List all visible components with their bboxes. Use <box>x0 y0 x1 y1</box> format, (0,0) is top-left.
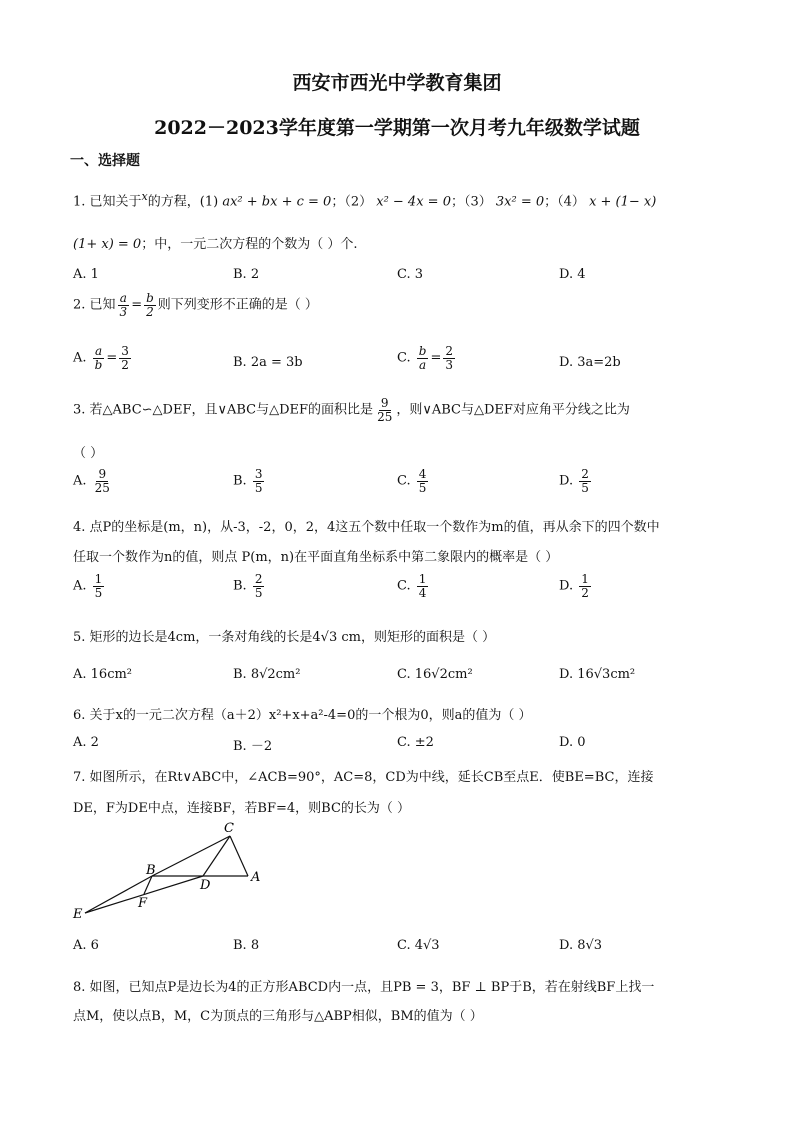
q2-f1-num: a <box>119 291 127 305</box>
label-b: B <box>146 863 156 878</box>
question-7-line-2: DE，F为DE中点，连接BF，若BF=4，则BC的长为（ ） <box>73 801 411 816</box>
q2-c-f1n: b <box>418 344 427 358</box>
q5-option-d: D. 16√3cm² <box>559 667 636 682</box>
section-heading: 一、选择题 <box>70 153 140 169</box>
question-4-line-2: 任取一个数作为n的值，则点 P(m，n)在平面直角坐标系中第二象限内的概率是（ ） <box>73 550 559 565</box>
q3-text-a: 3. 若△ABC∽△DEF，且∨ABC与△DEF的面积比是 <box>73 402 374 418</box>
q3-d-frac <box>579 468 591 494</box>
question-5: 5. 矩形的边长是4cm，一条对角线的长是4√3 cm，则矩形的面积是（ ） <box>73 630 496 645</box>
label-a: A <box>251 870 261 885</box>
q2-a-frac2 <box>119 345 131 371</box>
q2-fraction-b2 <box>144 292 156 318</box>
segment-cb <box>152 836 230 876</box>
q1-sep-3: ；（4） <box>544 194 585 210</box>
q3-c-label: C. <box>397 473 411 489</box>
q4-d-den: 2 <box>581 585 589 600</box>
q3-b-frac <box>253 468 265 494</box>
q3-option-c <box>397 468 430 494</box>
q1-option-b: B. 2 <box>233 267 260 282</box>
q3-text-b: ，则∨ABC与△DEF对应角平分线之比为 <box>396 402 630 418</box>
q2-f1-den: 3 <box>119 304 128 319</box>
q4-b-den: 5 <box>254 585 263 600</box>
q1-option-c: C. 3 <box>397 267 424 282</box>
q1-equation-3: 3x² = 0 <box>495 194 545 210</box>
q2-a-f2d: 2 <box>121 357 129 372</box>
q3-c-frac <box>417 468 429 494</box>
q1-text-c: ；中，一元二次方程的个数为（ ）个. <box>141 237 358 252</box>
segment-ca <box>230 836 248 876</box>
question-8-line-1: 8. 如图，已知点P是边长为4的正方形ABCD内一点，且PB = 3，BF ⊥ BP于B，若在射线BF上找一 <box>73 980 655 995</box>
q3-b-num: 3 <box>254 467 263 481</box>
q3-a-frac <box>93 468 112 494</box>
q3-option-a <box>73 468 114 494</box>
q2-a-f2n: 3 <box>121 344 129 358</box>
q5-option-b: B. 8√2cm² <box>233 667 301 682</box>
q3-b-den: 5 <box>254 480 263 495</box>
q2-c-f1d: a <box>419 357 427 372</box>
q6-option-c: C. ±2 <box>397 735 434 750</box>
q4-b-num: 2 <box>254 572 263 586</box>
q4-c-label: C. <box>397 578 411 594</box>
q7-option-a: A. 6 <box>73 938 99 953</box>
q3-option-d <box>559 468 593 494</box>
question-3 <box>73 397 630 423</box>
q7-geometry-figure <box>66 818 266 924</box>
q4-c-frac <box>417 573 429 599</box>
question-7-line-1: 7. 如图所示，在Rt∨ABC中，∠ACB=90°，AC=8，CD为中线，延长CB至点E．使BE=BC，连接 <box>73 770 654 785</box>
question-4-line-1: 4. 点P的坐标是(m，n)，从-3，-2，0，2，4这五个数中任取一个数作为m的值，再从余下的四个数中 <box>73 520 660 535</box>
q4-b-label: B. <box>233 578 247 594</box>
q4-b-frac <box>253 573 265 599</box>
q3-fraction <box>375 397 394 423</box>
q2-f2-num: b <box>146 291 154 305</box>
q5-option-c: C. 16√2cm² <box>397 667 473 682</box>
q2-option-c <box>397 345 457 371</box>
q2-c-label: C. <box>397 350 411 366</box>
q3-b-label: B. <box>233 473 247 489</box>
q3-f-num: 9 <box>380 396 389 410</box>
q1-sep-1: ；（2） <box>331 194 373 210</box>
q5-option-a: A. 16cm² <box>73 667 133 682</box>
q3-d-den: 5 <box>581 480 589 495</box>
q3-d-num: 2 <box>581 467 589 481</box>
q4-a-den: 5 <box>94 585 103 600</box>
q3-paren: （ ） <box>73 446 104 461</box>
q4-a-frac <box>93 573 105 599</box>
q4-c-den: 4 <box>418 585 427 600</box>
q1-text-b: 的方程，(1) <box>147 194 219 210</box>
q1-var-x: x <box>141 190 148 203</box>
q4-d-label: D. <box>559 578 574 594</box>
q6-option-a: A. 2 <box>73 735 99 750</box>
question-1-line-1 <box>73 190 656 209</box>
q2-c-frac2 <box>443 345 455 371</box>
segment-cd <box>203 836 230 876</box>
q1-option-a: A. 1 <box>73 267 99 282</box>
q2-f2-den: 2 <box>146 304 154 319</box>
label-f: F <box>138 896 148 911</box>
q4-option-d <box>559 573 593 599</box>
q6-option-d: D. 0 <box>559 735 586 750</box>
q1-option-d: D. 4 <box>559 267 586 282</box>
question-2 <box>73 292 318 318</box>
q4-d-frac <box>579 573 591 599</box>
q3-a-label: A. <box>73 473 87 489</box>
exam-title: 2022－2023学年度第一学期第一次月考九年级数学试题 <box>154 117 640 139</box>
q2-c-f2n: 2 <box>445 344 453 358</box>
label-c: C <box>224 821 234 836</box>
label-d: D <box>200 878 211 893</box>
q2-a-f1d: b <box>94 357 103 372</box>
question-6: 6. 关于x的一元二次方程（a＋2）x²+x+a²-4=0的一个根为0，则a的值为（ ） <box>73 708 532 723</box>
q2-c-frac1 <box>417 345 429 371</box>
question-8-line-2: 点M，使以点B，M，C为顶点的三角形与△ABP相似，BM的值为（ ） <box>73 1009 483 1024</box>
q4-option-b <box>233 573 266 599</box>
q7-option-d: D. 8√3 <box>559 938 603 953</box>
q2-a-frac1 <box>93 345 105 371</box>
q3-d-label: D. <box>559 473 574 489</box>
q1-equation-1: ax² + bx + c = 0 <box>222 194 332 210</box>
q1-equation-4a: x + (1− x) <box>589 194 657 210</box>
q4-d-num: 1 <box>581 572 589 586</box>
q2-a-eq: = <box>106 350 118 366</box>
exam-school-title: 西安市西光中学教育集团 <box>292 72 502 94</box>
q2-option-d: D. 3a=2b <box>559 355 621 370</box>
q2-text-a: 2. 已知 <box>73 297 116 313</box>
q2-c-eq: = <box>430 350 442 366</box>
q6-option-b: B. －2 <box>233 739 273 754</box>
q4-a-num: 1 <box>94 572 103 586</box>
q2-option-a <box>73 345 133 371</box>
q3-c-den: 5 <box>418 480 427 495</box>
q3-c-num: 4 <box>418 467 427 481</box>
q7-option-b: B. 8 <box>233 938 260 953</box>
q1-sep-2: ；（3） <box>450 194 492 210</box>
q4-option-a <box>73 573 106 599</box>
q2-a-f1n: a <box>94 344 103 358</box>
q1-equation-2: x² − 4x = 0 <box>376 194 451 210</box>
q7-option-c: C. 4√3 <box>397 938 440 953</box>
q2-a-label: A. <box>73 350 87 366</box>
q3-option-b <box>233 468 266 494</box>
q2-eq: = <box>131 297 143 313</box>
q1-equation-4b: (1+ x) = 0 <box>73 237 142 252</box>
q1-text-a: 1. 已知关于 <box>73 194 142 210</box>
question-1-line-2 <box>73 233 357 252</box>
q3-a-den: 25 <box>94 480 110 495</box>
q3-f-den: 25 <box>377 409 393 424</box>
q2-option-b: B. 2a = 3b <box>233 355 303 370</box>
q2-c-f2d: 3 <box>445 357 453 372</box>
q2-fraction-a3 <box>118 292 130 318</box>
q4-option-c <box>397 573 430 599</box>
q3-a-num: 9 <box>98 467 107 481</box>
q2-text-b: 则下列变形不正确的是（ ） <box>157 297 318 313</box>
q4-c-num: 1 <box>418 572 427 586</box>
q4-a-label: A. <box>73 578 87 594</box>
label-e: E <box>73 907 83 922</box>
